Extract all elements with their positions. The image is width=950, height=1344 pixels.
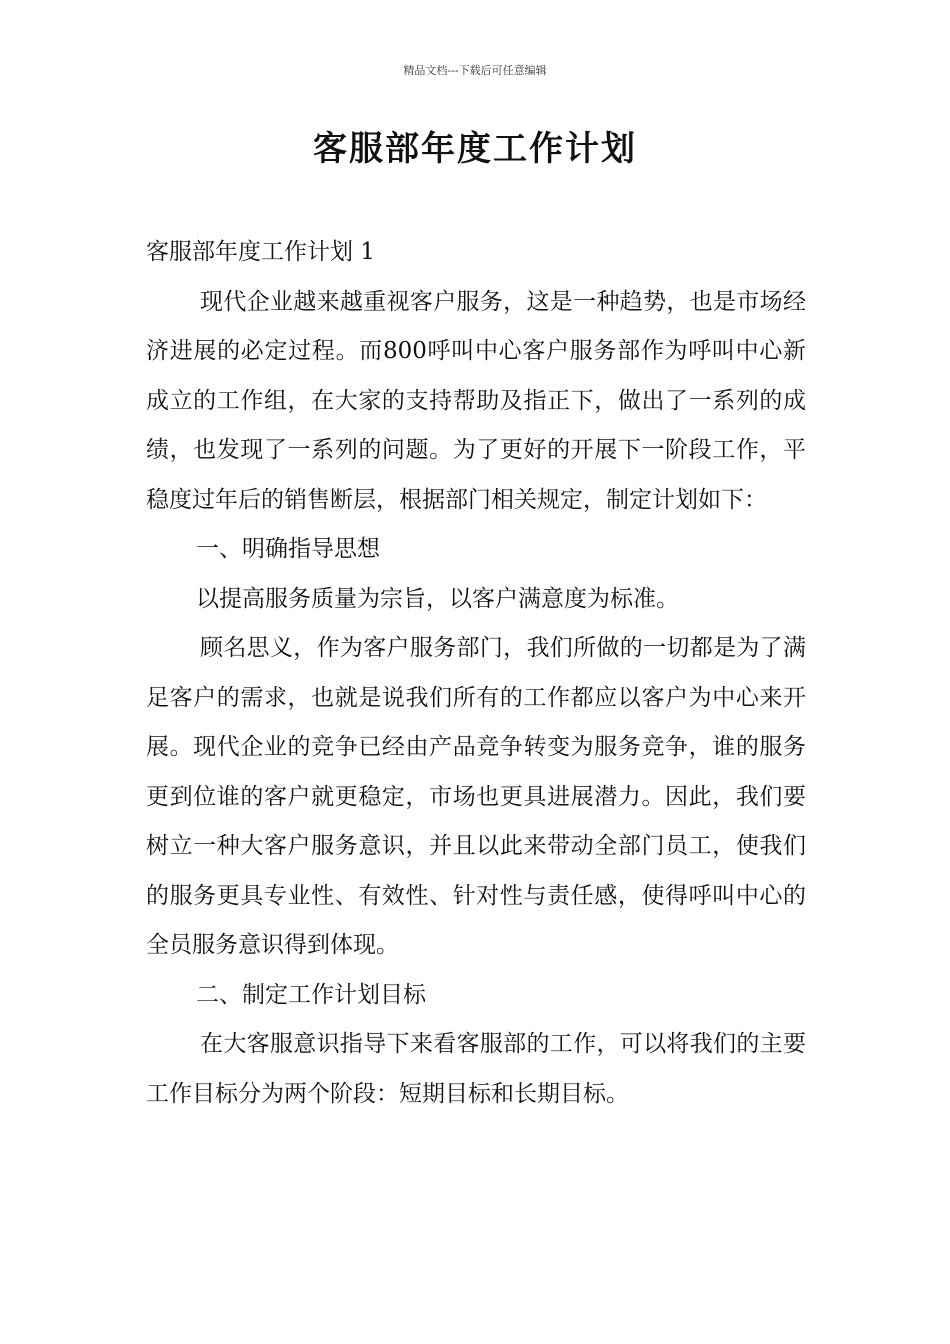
document-title: 客服部年度工作计划 [313, 129, 637, 169]
paragraph-intro: 现代企业越来越重视客户服务，这是一种趋势，也是市场经济进展的必定过程。而800呼叫中心客户服务部作为呼叫中心新成立的工作组，在大家的支持帮助及指正下，做出了一系列的成绩，也发现了一系列的问题。为了更好的开展下一阶段工作，平稳度过年后的销售断层，根据部门相关规定，制定计划如下： [146, 288, 806, 513]
document-body [146, 228, 806, 1119]
section-heading-1: 一、明确指导思想 [196, 536, 380, 562]
section-heading-2: 二、制定工作计划目标 [196, 981, 426, 1008]
paragraph-section2-body: 在大客服意识指导下来看客服部的工作，可以将我们的主要工作目标分为两个阶段：短期目标和长期目标。 [146, 1031, 806, 1107]
paragraph-section1-body: 顾名思义，作为客户服务部门，我们所做的一切都是为了满足客户的需求，也就是说我们所有的工作都应以客户为中心来开展。现代企业的竞争已经由产品竞争转变为服务竞争，谁的服务更到位谁的客户就更稳定，市场也更具进展潜力。因此，我们要树立一种大客户服务意识，并且以此来带动全部门员工，使我们的服务更具专业性、有效性、针对性与责任感，使得呼叫中心的全员服务意识得到体现。 [146, 635, 806, 958]
document-subtitle: 客服部年度工作计划 1 [146, 239, 375, 265]
header-note: 精品文档---下载后可任意编辑 [403, 64, 547, 77]
paragraph-section1-lead: 以提高服务质量为宗旨，以客户满意度为标准。 [196, 585, 679, 612]
